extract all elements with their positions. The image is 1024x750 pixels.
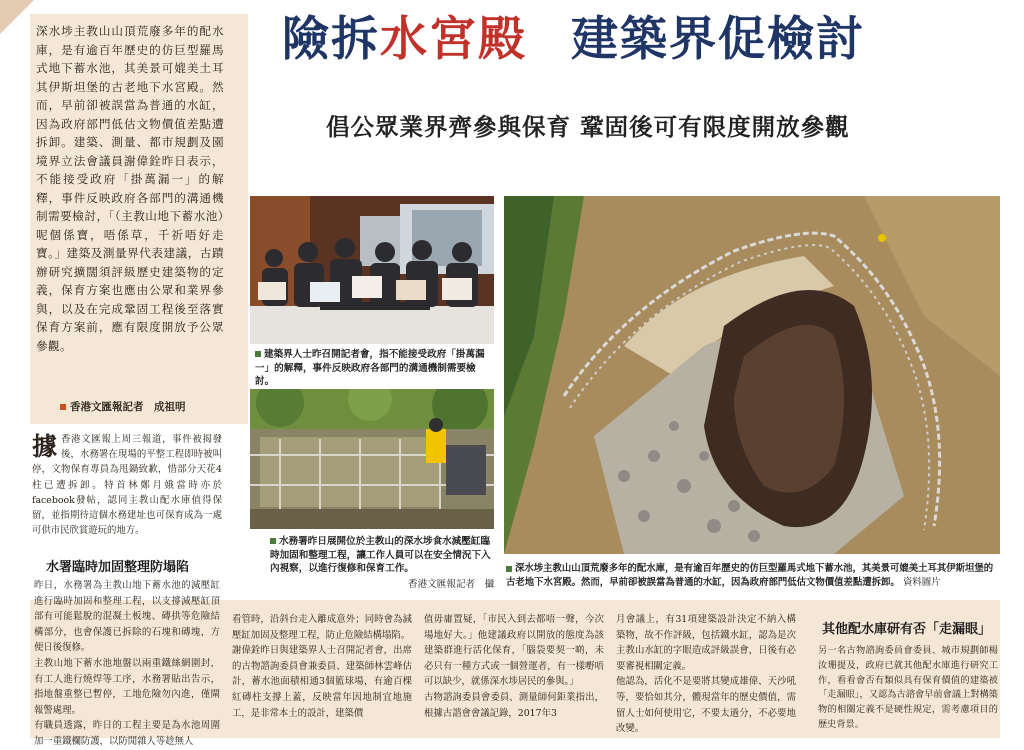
story-column-3 bbox=[424, 612, 604, 721]
aerial-photo-credit: 資料圖片 bbox=[903, 576, 941, 588]
column3-para2: 古物諮詢委員會委員、測量師何鉅業指出，根據古諮會會議記錄，2017年3 bbox=[424, 691, 604, 719]
subheadline: 倡公眾業界齊參與保育 鞏固後可有限度開放參觀 bbox=[326, 113, 850, 141]
column4-para1: 月會議上，有31項建築設計決定不納入構築物，故不作評級，包括鐵水缸，認為是次主教山水缸的字眼造成評級誤會，日後有必要審視相關定義。 bbox=[616, 614, 796, 672]
column2-para2: 謝偉銓昨日與建築界人士召開記者會，出席的古物諮詢委員會兼委員、建築師林雲峰估計，蓄水池面積相通3個籃球場，有逾百棵紅磚柱支撐上蓋，反映當年因地制宜地施工，是非常本土的設計，建築價 bbox=[232, 645, 412, 719]
story-column-4 bbox=[616, 612, 796, 737]
story-subheading: 水署臨時加固整理防塌陷 bbox=[46, 560, 190, 575]
sidebar-heading: 其他配水庫研有否「走漏眼」 bbox=[822, 622, 992, 637]
lead-byline bbox=[60, 399, 186, 414]
column4-para2: 他認為，活化不是要將其變成雄偉、天沙吼等，要恰如其分，體現當年的歷史價值，需留人士如何使用它，不要太過分，不必要地改變。 bbox=[616, 676, 796, 735]
headline-part2: 建築界促檢討 bbox=[571, 12, 865, 67]
workers-photo-credit: 香港文匯報記者 攝 bbox=[408, 579, 495, 590]
lead-paragraph: 深水埗主教山山頂荒廢多年的配水庫，是有逾百年歷史的仿巨型羅馬式地下蓄水池，其美景可媲美土耳其伊斯坦堡的古老地下水宮殿。然而，早前卻被誤當為普通的水缸，因為政府部門低估文物價值差點遭拆卸。建築、測量、都市規劃及園境界立法會議員謝偉銓昨日表示，不能接受政府「掛萬漏一」的解釋，事件反映政府各部門的溝通機制需要檢討，「（主教山地下蓄水池）呢個係寶，唔係草，千祈唔好走寶。」建築及測量界代表建議，古蹟辦研究擴闊須評級歷史建築物的定義，保育方案也應由公眾和業界參與，以及在完成鞏固工程後至落實保育方案前，應有限度開放予公眾參觀。 bbox=[36, 24, 224, 353]
byline-marker-icon bbox=[60, 404, 66, 410]
story-column-1 bbox=[34, 578, 220, 750]
headline-red-part: 水宮殿 bbox=[380, 12, 527, 67]
column2-para1: 看管時，沿斜台走入離成意外；同時會為減壓缸加固及整理工程，防止危險結構塌陷。 bbox=[232, 614, 412, 641]
press-photo-caption bbox=[255, 348, 491, 389]
aerial-reservoir-photo bbox=[504, 196, 1000, 554]
aerial-photo-caption bbox=[506, 562, 1000, 589]
byline-text: 香港文匯報記者 成祖明 bbox=[70, 401, 186, 413]
story-column-2 bbox=[232, 612, 412, 721]
aerial-caption-text: 深水埗主教山山頂荒廢多年的配水庫，是有逾百年歷史的仿巨型羅馬式地下蓄水池，其美景可媲美土耳其伊斯坦堡的古老地下水宮殿。然而，早前卻被誤當為普通的水缸，因為政府部門低估文物價值差點遭拆卸。 bbox=[506, 563, 994, 588]
workers-caption-text: 水務署昨日展開位於主教山的深水埗食水減壓缸臨時加固和整理工程，讓工作人員可以在安全情況下入內視察，以進行復修和保育工作。 bbox=[270, 536, 491, 574]
press-conference-photo bbox=[250, 196, 494, 344]
headline-part1: 險拆 bbox=[282, 12, 380, 67]
dropcap: 據 bbox=[32, 432, 58, 461]
page-corner-fold bbox=[0, 0, 34, 34]
sidebar-text: 另一名古物諮詢委員會委員、城市規劃師楊汝珊提及，政府已就其他配水庫進行研究工作，看看會否有類似具有保育價值的建築被「走漏眼」，又認為古諮會早前會議上對構築物的相關定義不是硬性規定，需考慮項目的歷史背景。 bbox=[818, 645, 998, 730]
caption-marker-icon bbox=[506, 566, 512, 572]
reservoir-work-photo bbox=[250, 389, 494, 529]
column3-para1: 值毋庸置疑，「市民入到去都唔一聲，今次場地好大。」他建議政府以開放的態度為該建築群進行活化保育，「腦袋要契一啲，未必只有一種方式或一個營運者，有一樣嘢唔可以缺少，就係深水埗居民的參與。」 bbox=[424, 614, 604, 688]
column1-para2: 主教山地下蓄水池地盤以兩重鐵絲網圍封，有工人進行燒焊等工序，水務署貼出告示，指地盤重整已暫停，工地危險勿內進，僅閘報警處理。 bbox=[34, 657, 220, 716]
story-intro-text: 香港文匯報上周三報道，事件被揭發後，水務署在現場的平整工程即時被叫停，文物保育專員為甩鍋致歉，惜部分天花4柱已遭拆卸。特首林鄭月娥當時亦於facebook發帖，認同主教山配水庫值得保留，並指期待這個水務建址也可保育成為一處可供市民欣賞遊玩的地方。 bbox=[32, 434, 222, 537]
workers-photo-caption bbox=[270, 535, 496, 576]
caption-marker-icon bbox=[270, 538, 276, 544]
column1-para3: 有職員透露，昨日的工程主要是為水池周圍加一重鐵欄防護，以防閒雜人等趁無人 bbox=[34, 720, 220, 747]
press-caption-text: 建築界人士昨召開記者會，指不能接受政府「掛萬漏一」的解釋，事件反映政府各部門的溝通機制需要檢討。 bbox=[255, 349, 485, 387]
column1-para1: 昨日，水務署為主教山地下蓄水池的減壓缸進行臨時加固和整理工程，以支撐減壓缸頂部有可能鬆脫的混凝土板塊、磚拱等危險結構部分，也會保護已拆除的石塊和磚塊，方便日後復修。 bbox=[34, 580, 220, 654]
story-intro bbox=[32, 432, 222, 538]
headline bbox=[282, 4, 1002, 76]
sidebar-story bbox=[818, 644, 998, 733]
caption-marker-icon bbox=[255, 351, 261, 357]
